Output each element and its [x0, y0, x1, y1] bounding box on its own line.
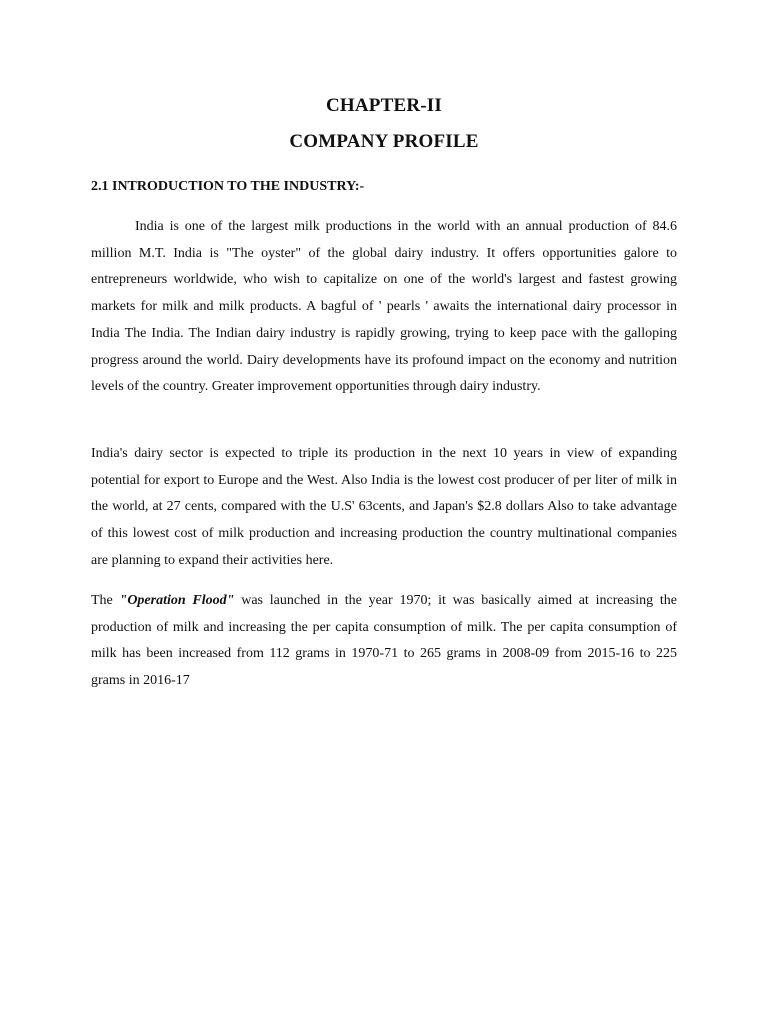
paragraph-text-after: was launched in the year 1970; it was basically aimed at increasing the production of milk and increasing the per capita consumption of milk. The per capita consumption of milk has been increased from 112 grams in 1970-71 to 265 grams in 2008-09 from 2015-16 to 225 grams in 2016-17: [91, 593, 677, 689]
page-title: COMPANY PROFILE: [289, 131, 479, 152]
paragraph-dairy-sector: India's dairy sector is expected to triple its production in the next 10 years in view of expanding potential for export to Europe and the West. Also India is the lowest cost producer of per liter of milk in the world, at 27 cents, compared with the U.S' 63cents, and Japan's $2.8 dollars Also to take advantage of this lowest cost of milk production and increasing production the country multinational companies are planning to expand their activities here.: [91, 446, 677, 568]
operation-flood-emphasis: "Operation Flood": [119, 593, 235, 608]
chapter-label: CHAPTER-II: [325, 95, 442, 116]
paragraph-introduction: India is one of the largest milk productions in the world with an annual production of 84.6 million M.T. India is "The oyster" of the global dairy industry. It offers opportunities galore to entrepreneurs worldwide, who wish to capitalize on one of the world's largest and fastest growing markets for milk and milk products. A bagful of ' pearls ' awaits the international dairy processor in India The India. The Indian dairy industry is rapidly growing, trying to keep pace with the galloping progress around the world. Dairy developments have its profound impact on the economy and nutrition levels of the country. Greater improvement opportunities through dairy industry.: [91, 219, 677, 395]
paragraph-operation-flood: [91, 588, 677, 695]
section-heading: 2.1 INTRODUCTION TO THE INDUSTRY:-: [91, 179, 365, 194]
paragraph-text-before: The: [91, 593, 120, 608]
